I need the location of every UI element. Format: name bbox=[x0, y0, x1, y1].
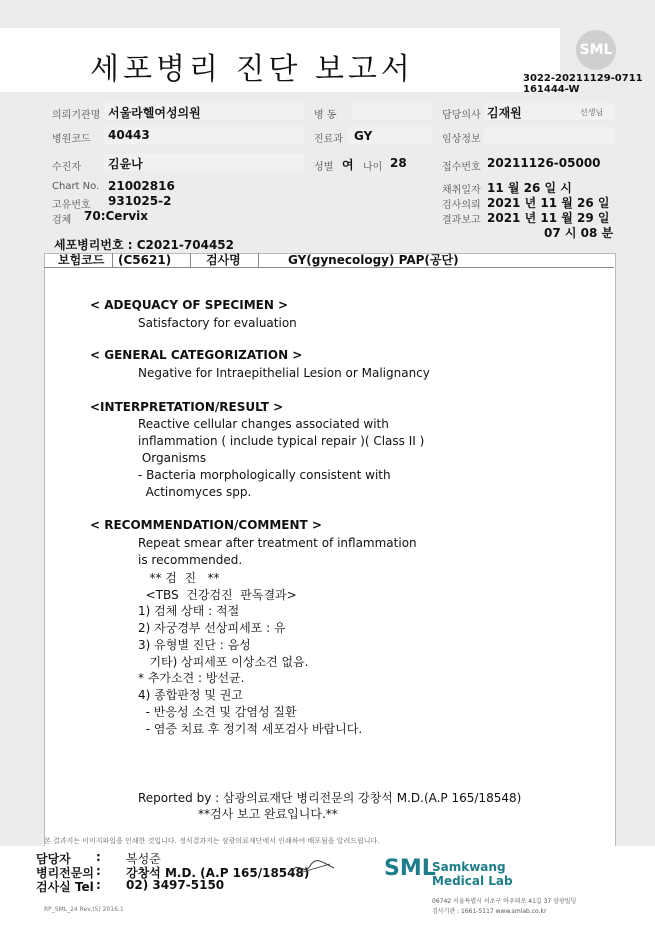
recommendation-line: 1) 검체 상태 : 적절 bbox=[138, 604, 240, 618]
age-label: 나이 bbox=[363, 162, 383, 173]
specialist-label: 병리전문의 bbox=[36, 866, 94, 880]
request-label: 검사의뢰 bbox=[442, 200, 481, 211]
recommendation-line: - 염증 치료 후 정기적 세포검사 바랍니다. bbox=[138, 722, 363, 736]
lab-name bbox=[432, 860, 513, 888]
code-bar-divider bbox=[190, 253, 191, 267]
institution-value: 서울라헬여성의원 bbox=[108, 106, 201, 120]
report-section bbox=[44, 253, 616, 847]
specimen-label: 검체 bbox=[52, 215, 72, 226]
lab-name-line2: Medical Lab bbox=[432, 874, 513, 888]
manager-value: 복성준 bbox=[126, 852, 161, 866]
code-bar bbox=[44, 253, 614, 268]
recommendation-line: 3) 유형별 진단 : 음성 bbox=[138, 638, 251, 652]
sex-value: 여 bbox=[342, 158, 354, 172]
adequacy-heading: < ADEQUACY OF SPECIMEN > bbox=[90, 298, 289, 312]
report-date-label: 결과보고 bbox=[442, 215, 481, 226]
interpretation-line: Reactive cellular changes associated with bbox=[138, 417, 389, 431]
unique-value: 931025-2 bbox=[108, 194, 172, 208]
recommendation-line: 2) 자궁경부 선상피세포 : 유 bbox=[138, 621, 286, 635]
report-date-value: 2021 년 11 월 29 일 bbox=[487, 211, 610, 225]
recommendation-line: 기타) 상피세포 이상소견 없음. bbox=[138, 655, 309, 669]
receipt-label: 접수번호 bbox=[442, 162, 481, 173]
lab-logo-icon: SML bbox=[384, 856, 436, 881]
insurance-code-label: 보험코드 bbox=[58, 253, 105, 267]
recommendation-line: ** 검 진 ** bbox=[138, 571, 220, 585]
tel-value: 02) 3497-5150 bbox=[126, 878, 225, 892]
interpretation-line: - Bacteria morphologically consistent with bbox=[138, 468, 391, 482]
physician-value: 김재원 bbox=[487, 106, 522, 120]
recommendation-line: Repeat smear after treatment of inflammation bbox=[138, 536, 417, 550]
recommendation-line: 4) 종합판정 및 권고 bbox=[138, 688, 243, 702]
unique-label: 고유번호 bbox=[52, 200, 91, 211]
clinical-box bbox=[484, 127, 614, 144]
categorization-text: Negative for Intraepithelial Lesion or Malignancy bbox=[138, 366, 430, 380]
collect-label: 채취일자 bbox=[442, 185, 481, 196]
recommendation-line: <TBS 건강검진 판독결과> bbox=[138, 588, 297, 602]
sex-label: 성별 bbox=[314, 162, 334, 173]
recommendation-line: - 반응성 소견 및 감염성 질환 bbox=[138, 705, 297, 719]
physician-label: 담당의사 bbox=[442, 110, 481, 121]
document-id-line1: 3022-20211129-0711 bbox=[523, 73, 643, 84]
recommendation-line: is recommended. bbox=[138, 553, 243, 567]
receipt-value: 20211126-05000 bbox=[487, 156, 601, 170]
code-bar-divider bbox=[258, 253, 259, 267]
chart-label: Chart No. bbox=[52, 181, 100, 192]
colon: : bbox=[96, 878, 101, 892]
recipient-label: 수진자 bbox=[52, 162, 81, 173]
specimen-value: 70:Cervix bbox=[84, 209, 149, 223]
recommendation-heading: < RECOMMENDATION/COMMENT > bbox=[90, 518, 322, 532]
request-value: 2021 년 11 월 26 일 bbox=[487, 196, 610, 210]
ward-box bbox=[352, 103, 432, 120]
ward-label: 병 동 bbox=[314, 110, 337, 121]
test-name-label: 검사명 bbox=[206, 253, 241, 267]
document-id-line2: 161444-W bbox=[523, 84, 580, 95]
lab-name-line1: Samkwang bbox=[432, 860, 506, 874]
chart-value: 21002816 bbox=[108, 179, 175, 193]
interpretation-line: Organisms bbox=[138, 451, 207, 465]
clinical-label: 임상정보 bbox=[442, 134, 481, 145]
document-id bbox=[523, 73, 643, 95]
manager-label: 담당자 bbox=[36, 852, 71, 866]
report-time-value: 07 시 08 분 bbox=[544, 226, 614, 240]
recipient-value: 김윤나 bbox=[108, 157, 143, 171]
footer-note: 본 결과지는 이미지파일을 인쇄한 것입니다. 정식결과지는 삼광의료재단에서 인쇄하여 배포됨을 알려드립니다. bbox=[44, 837, 380, 845]
lab-contact: 검사기관 : 1661-5117 www.smlab.co.kr bbox=[432, 908, 547, 915]
dept-value: GY bbox=[354, 129, 373, 143]
insurance-code-value: (C5621) bbox=[118, 253, 172, 267]
test-name-value: GY(gynecology) PAP(공단) bbox=[288, 253, 459, 267]
physician-suffix: 선생님 bbox=[580, 108, 604, 117]
form-id: RP_SML_24 Rev.(5) 2016.1 bbox=[44, 906, 124, 913]
hospital-code-value: 40443 bbox=[108, 128, 150, 142]
interpretation-line: inflammation ( include typical repair )( Class II ) bbox=[138, 434, 425, 448]
collect-value: 11 월 26 일 시 bbox=[487, 181, 572, 195]
categorization-heading: < GENERAL CATEGORIZATION > bbox=[90, 348, 303, 362]
interpretation-line: Actinomyces spp. bbox=[138, 485, 252, 499]
hospital-code-label: 병원코드 bbox=[52, 134, 91, 145]
reported-by: Reported by : 삼광의료재단 병리전문의 강창석 M.D.(A.P 165/18548) bbox=[138, 791, 522, 805]
cytology-number: 세포병리번호 : C2021-704452 bbox=[54, 238, 234, 252]
dept-label: 진료과 bbox=[314, 134, 343, 145]
report-complete: **검사 보고 완료입니다.** bbox=[198, 807, 338, 821]
colon: : bbox=[96, 850, 101, 864]
recommendation-line: * 추가소견 : 방선균. bbox=[138, 671, 245, 685]
report-title: 세포병리 진단 보고서 bbox=[90, 52, 414, 87]
tel-label: 검사실 Tel bbox=[36, 880, 94, 894]
specialist-value: 강창석 M.D. (A.P 165/18548) bbox=[126, 866, 310, 880]
interpretation-heading: <INTERPRETATION/RESULT > bbox=[90, 400, 284, 414]
institution-label: 의뢰기관명 bbox=[52, 110, 101, 121]
age-value: 28 bbox=[390, 156, 407, 170]
adequacy-text: Satisfactory for evaluation bbox=[138, 316, 297, 330]
colon: : bbox=[96, 864, 101, 878]
lab-address: 06742 서울특별시 서초구 바우뫼로 41길 37 삼광빌딩 bbox=[432, 898, 577, 905]
code-bar-divider bbox=[112, 253, 113, 267]
signature-icon bbox=[290, 858, 336, 878]
sml-logo-icon: SML bbox=[576, 30, 616, 70]
